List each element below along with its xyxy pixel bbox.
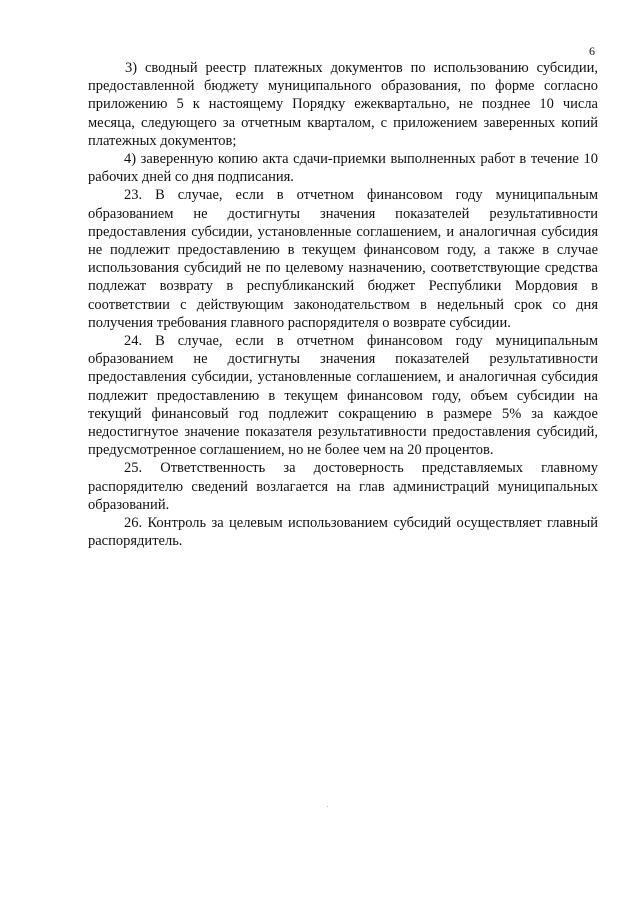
scan-speck	[327, 806, 328, 807]
page-number: 6	[589, 44, 595, 58]
paragraph-clause-26: 26. Контроль за целевым использованием субсидий осуществляет главный распорядитель.	[88, 515, 598, 550]
paragraph-clause-24: 24. В случае, если в отчетном финансовом году муниципальным образованием не достигнуты значения показателей результативности предоставления субсидии, установленные соглашением, и аналогичная субсидия подлежит предоставлению в текущем финансовом году, объем субсидии на текущий финансовый год подлежит сокращению в размере 5% за каждое недостигнутое значение показателя результативности предоставления субсидий, предусмотренное соглашением, но не более чем на 20 процентов.	[88, 333, 598, 459]
paragraph-item-4: 4) заверенную копию акта сдачи-приемки выполненных работ в течение 10 рабочих дней со дня подписания.	[88, 151, 598, 186]
paragraph-clause-25: 25. Ответственность за достоверность представляемых главному распорядителю сведений возлагается на глав администраций муниципальных образований.	[88, 460, 598, 513]
paragraph-clause-23: 23. В случае, если в отчетном финансовом году муниципальным образованием не достигнуты значения показателей результативности предоставления субсидии, установленные соглашением, и аналогичная субсидия не подлежит предоставлению в текущем финансовом году, а также в случае использования субсидий не по целевому назначению, соответствующие средства подлежат возврату в республиканский бюджет Республики Мордовия в соответствии с действующим законодательством в недельный срок со дня получения требования главного распорядителя о возврате субсидии.	[88, 187, 598, 331]
document-body	[88, 59, 598, 550]
paragraph-item-3: 3) сводный реестр платежных документов по использованию субсидии, предоставленной бюджету муниципального образования, по форме согласно приложению 5 к настоящему Порядку ежеквартально, не позднее 10 числа месяца, следующего за отчетным кварталом, с приложением заверенных копий платежных документов;	[88, 60, 598, 149]
